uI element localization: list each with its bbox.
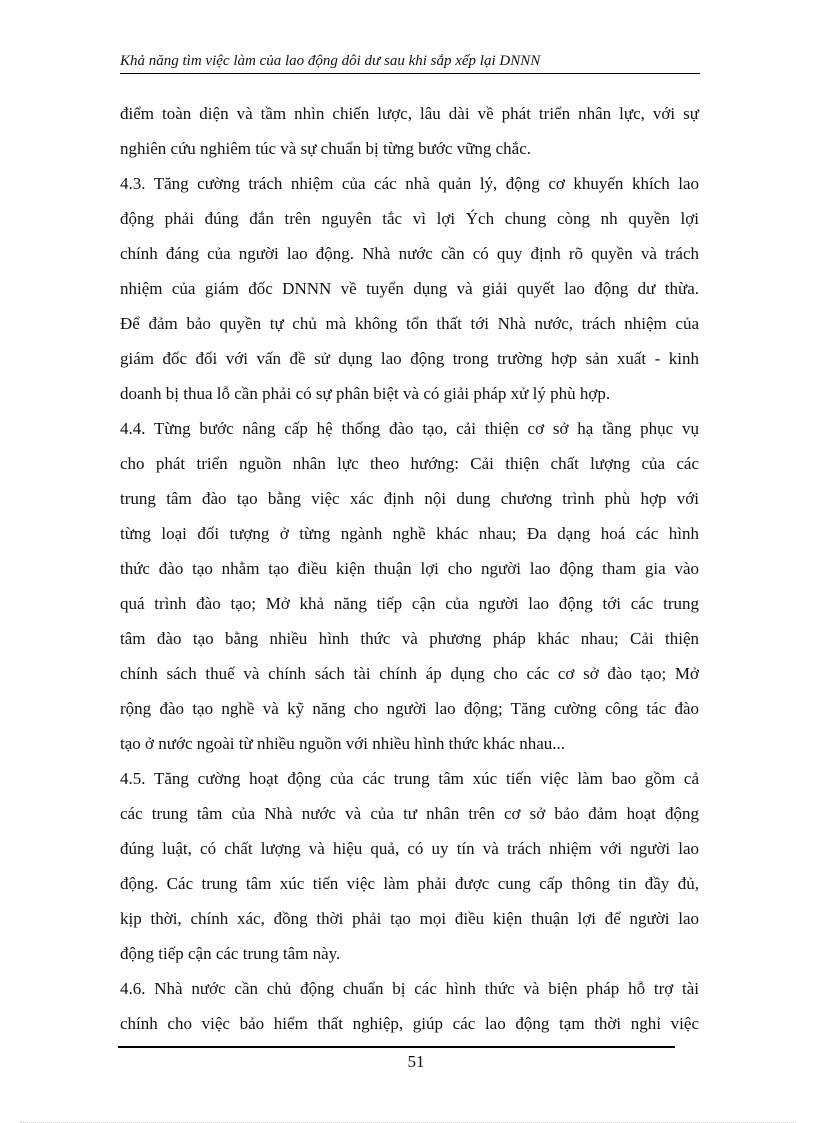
text-line: động phải đúng đắn trên nguyên tắc vì lợi Ých chung còng nh quyền lợi bbox=[120, 209, 699, 228]
text-line: từng loại đối tượng ở từng ngành nghề khác nhau; Đa dạng hoá các hình bbox=[120, 524, 699, 543]
text-line: chính đáng của người lao động. Nhà nước cần có quy định rõ quyền và trách bbox=[120, 244, 699, 263]
text-line: chính sách thuế và chính sách tài chính áp dụng cho các cơ sở đào tạo; Mở bbox=[120, 664, 699, 683]
text-line: trung tâm đào tạo bằng việc xác định nội dung chương trình phù hợp với bbox=[120, 489, 699, 508]
text-line: chính cho việc bảo hiểm thất nghiệp, giúp các lao động tạm thời nghỉ việc bbox=[120, 1014, 699, 1033]
text-line: thức đào tạo nhằm tạo điều kiện thuận lợi cho người lao động tham gia vào bbox=[120, 559, 699, 578]
text-line: các trung tâm của Nhà nước và của tư nhân trên cơ sở bảo đảm hoạt động bbox=[120, 804, 699, 823]
text-line: doanh bị thua lỗ cần phải có sự phân biệt và có giải pháp xử lý phù hợp. bbox=[120, 384, 611, 403]
body-text bbox=[120, 96, 699, 1041]
text-line: rộng đào tạo nghề và kỹ năng cho người lao động; Tăng cường công tác đào bbox=[120, 699, 699, 718]
text-line: 4.3. Tăng cường trách nhiệm của các nhà quản lý, động cơ khuyến khích lao bbox=[120, 174, 699, 193]
text-line: nghiên cứu nghiêm túc và sự chuẩn bị từng bước vững chắc. bbox=[120, 139, 532, 158]
text-line: nhiệm của giám đốc DNNN về tuyển dụng và giải quyết lao động dư thừa. bbox=[120, 279, 699, 298]
text-line: 4.5. Tăng cường hoạt động của các trung tâm xúc tiến việc làm bao gồm cả bbox=[120, 769, 699, 788]
page-number: 51 bbox=[407, 1052, 425, 1071]
text-line: Để đảm bảo quyền tự chủ mà không tổn thất tới Nhà nước, trách nhiệm của bbox=[120, 314, 699, 333]
text-line: động tiếp cận các trung tâm này. bbox=[120, 944, 341, 963]
text-line: giám đốc đối với vấn đề sử dụng lao động trong trường hợp sản xuất - kinh bbox=[120, 349, 699, 368]
text-line: đúng luật, có chất lượng và hiệu quả, có uy tín và trách nhiệm với người lao bbox=[120, 839, 699, 858]
text-line: 4.4. Từng bước nâng cấp hệ thống đào tạo, cải thiện cơ sở hạ tầng phục vụ bbox=[120, 419, 699, 438]
text-line: động. Các trung tâm xúc tiến việc làm phải được cung cấp thông tin đầy đủ, bbox=[120, 874, 699, 893]
running-header: Khả năng tìm việc làm của lao động dôi dư sau khi sắp xếp lại DNNN bbox=[120, 52, 700, 74]
text-line: tạo ở nước ngoài từ nhiều nguồn với nhiều hình thức khác nhau... bbox=[120, 734, 566, 753]
text-line: tâm đào tạo bằng nhiều hình thức và phương pháp khác nhau; Cải thiện bbox=[120, 629, 699, 648]
text-line: điểm toàn diện và tầm nhìn chiến lược, lâu dài về phát triển nhân lực, với sự bbox=[120, 104, 699, 123]
text-line: kịp thời, chính xác, đồng thời phải tạo mọi điều kiện thuận lợi để người lao bbox=[120, 909, 699, 928]
text-line: quá trình đào tạo; Mở khả năng tiếp cận của người lao động tới các trung bbox=[120, 594, 699, 613]
text-line: cho phát triển nguồn nhân lực theo hướng: Cải thiện chất lượng của các bbox=[120, 454, 699, 473]
footer-rule bbox=[118, 1046, 675, 1048]
text-line: 4.6. Nhà nước cần chủ động chuẩn bị các hình thức và biện pháp hỗ trợ tài bbox=[120, 979, 699, 998]
